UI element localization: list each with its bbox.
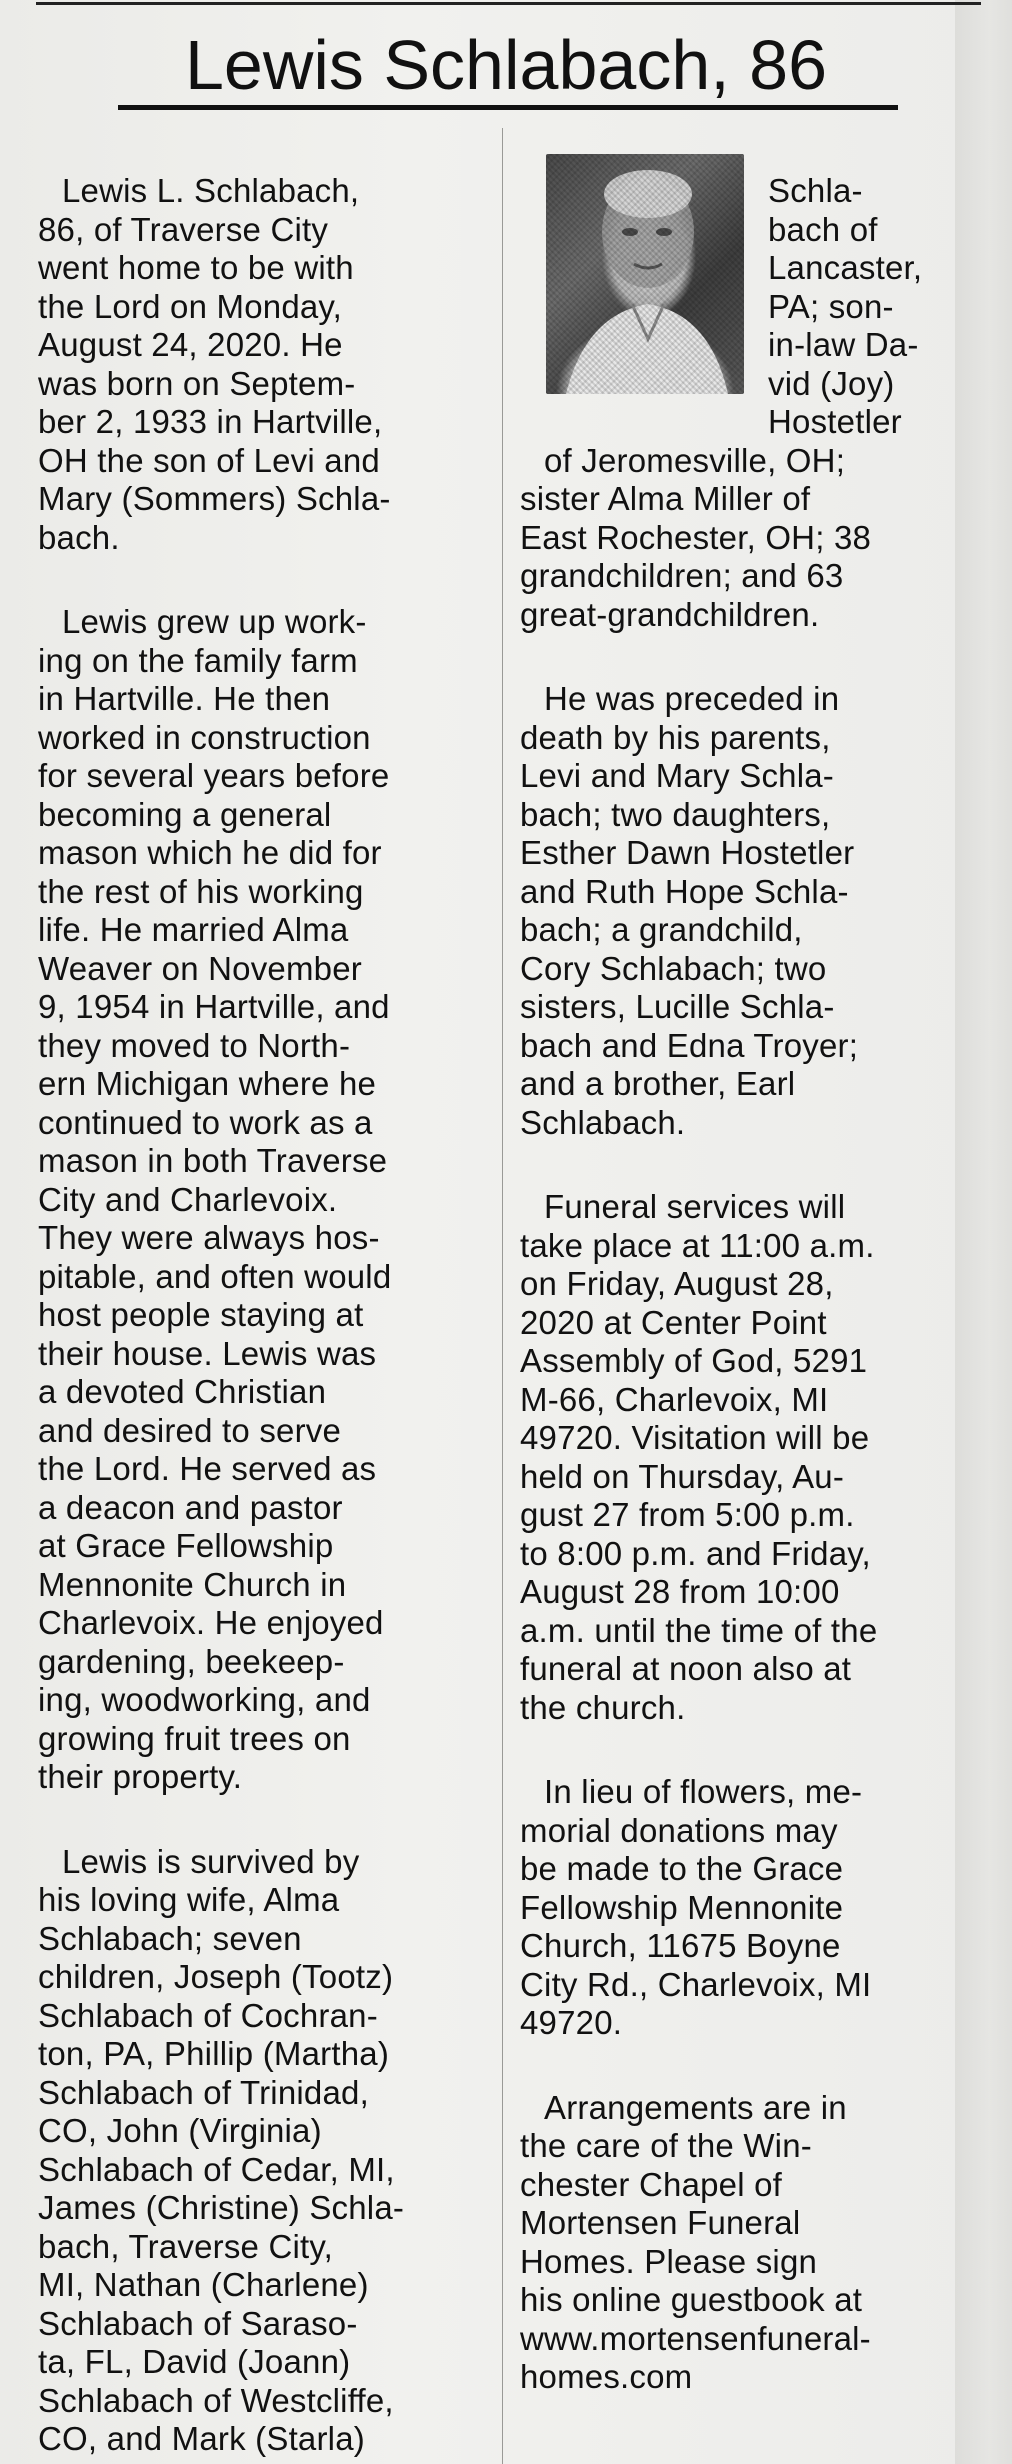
paragraph-gap <box>520 634 975 680</box>
text-line: bach and Edna Troyer; <box>520 1026 859 1064</box>
text-line: Lewis grew up work- <box>62 603 367 640</box>
text-line: his online guestbook at <box>520 2281 863 2318</box>
text-line: Levi and Mary Schla- <box>520 757 834 794</box>
text-line: ing, woodworking, and <box>38 1681 371 1718</box>
text-line: PA; son- <box>768 287 894 325</box>
text-line: 49720. Visitation will be <box>520 1419 870 1456</box>
text-line: Schlabach of Westcliffe, <box>38 2381 394 2419</box>
text-line: of Jeromesville, OH; <box>544 441 846 479</box>
text-line: a deacon and pastor <box>38 1488 343 1526</box>
text-line: August 24, 2020. He <box>38 326 343 363</box>
text-line: death by his parents, <box>520 718 831 756</box>
text-line: in-law Da- <box>768 326 919 363</box>
text-line: host people staying at <box>38 1296 364 1333</box>
text-line: worked in construction <box>38 718 371 756</box>
text-line: Arrangements are in <box>544 2088 847 2126</box>
text-line: went home to be with <box>38 249 354 286</box>
obituary-paragraph <box>520 2089 975 2397</box>
text-line: a devoted Christian <box>38 1373 327 1410</box>
obituary-paragraph <box>520 1188 975 1727</box>
text-line: to 8:00 p.m. and Friday, <box>520 1534 871 1572</box>
text-line: gardening, beekeep- <box>38 1642 345 1680</box>
text-line: the Lord. He served as <box>38 1450 377 1487</box>
text-line: great-grandchildren. <box>520 595 820 633</box>
text-line: August 28 from 10:00 <box>520 1573 840 1610</box>
title-underline <box>118 105 898 110</box>
text-line: bach; a grandchild, <box>520 911 803 948</box>
text-line: becoming a general <box>38 795 332 833</box>
text-line: his loving wife, Alma <box>38 1881 340 1918</box>
text-line: children, Joseph (Tootz) <box>38 1958 394 1995</box>
obituary-paragraph <box>520 1773 975 2043</box>
text-line: continued to work as a <box>38 1103 373 1141</box>
text-line: James (Christine) Schla- <box>38 2189 405 2226</box>
obituary-left-column <box>38 172 478 2459</box>
paragraph-gap <box>38 557 478 603</box>
obituary-paragraph <box>520 442 975 635</box>
text-line: and a brother, Earl <box>520 1065 796 1102</box>
text-line: Homes. Please sign <box>520 2242 818 2280</box>
paragraph-gap <box>520 1727 975 1773</box>
text-line: a.m. until the time of the <box>520 1611 878 1649</box>
text-line: Cory Schlabach; two <box>520 949 827 987</box>
text-line: their property. <box>38 1758 243 1795</box>
text-line: growing fruit trees on <box>38 1719 351 1757</box>
text-line: in Hartville. He then <box>38 680 331 717</box>
text-line: Schlabach of Cedar, MI, <box>38 2150 395 2188</box>
text-line: morial donations may <box>520 1811 838 1849</box>
text-line: Mennonite Church in <box>38 1565 347 1603</box>
text-line: Lewis is survived by <box>62 1842 360 1880</box>
text-line: OH the son of Levi and <box>38 441 380 479</box>
text-line: life. He married Alma <box>38 911 349 948</box>
text-line: Mortensen Funeral <box>520 2204 801 2241</box>
text-line: chester Chapel of <box>520 2165 783 2203</box>
obituary-paragraph <box>38 1843 478 2459</box>
text-line: vid (Joy) <box>768 364 895 402</box>
text-line: the Lord on Monday, <box>38 287 343 325</box>
paragraph-gap <box>520 1142 975 1188</box>
text-line: Charlevoix. He enjoyed <box>38 1604 384 1641</box>
obituary-title: Lewis Schlabach, 86 <box>184 26 828 104</box>
text-line: Hostetler <box>768 403 902 440</box>
text-line: Fellowship Mennonite <box>520 1888 844 1926</box>
text-line: CO, John (Virginia) <box>38 2112 322 2149</box>
text-line: sisters, Lucille Schla- <box>520 988 835 1025</box>
text-line: Schlabach. <box>520 1103 686 1141</box>
text-line: Mary (Sommers) Schla- <box>38 480 391 517</box>
text-line: the rest of his working <box>38 872 364 910</box>
text-line: MI, Nathan (Charlene) <box>38 2266 369 2303</box>
text-line: Funeral services will <box>544 1188 846 1225</box>
text-line: CO, and Mark (Starla) <box>38 2420 365 2457</box>
text-line: Church, 11675 Boyne <box>520 1927 841 1964</box>
text-line: grandchildren; and 63 <box>520 557 844 594</box>
text-line: gust 27 from 5:00 p.m. <box>520 1496 855 1533</box>
text-line: Schla- <box>768 172 863 209</box>
text-line: they moved to North- <box>38 1026 351 1064</box>
text-line: bach. <box>38 518 120 556</box>
text-line: the church. <box>520 1688 686 1726</box>
portrait-photo <box>546 154 744 394</box>
text-line: They were always hos- <box>38 1219 380 1256</box>
text-line: City Rd., Charlevoix, MI <box>520 1965 872 2003</box>
text-line: sister Alma Miller of <box>520 480 811 517</box>
obituary-paragraph <box>768 172 968 442</box>
text-line: mason in both Traverse <box>38 1142 388 1179</box>
text-line: Lewis L. Schlabach, <box>62 172 360 209</box>
text-line: 2020 at Center Point <box>520 1303 827 1341</box>
text-line: the care of the Win- <box>520 2127 812 2164</box>
text-line: www.mortensenfuneral- <box>520 2319 871 2357</box>
text-line: at Grace Fellowship <box>38 1527 334 1564</box>
text-line: ern Michigan where he <box>38 1065 377 1102</box>
text-line: Schlabach of Saraso- <box>38 2304 358 2342</box>
text-line: homes.com <box>520 2358 693 2395</box>
text-line: bach, Traverse City, <box>38 2227 333 2265</box>
text-line: Schlabach of Trinidad, <box>38 2073 369 2111</box>
text-line: funeral at noon also at <box>520 1650 852 1687</box>
text-line: ta, FL, David (Joann) <box>38 2343 351 2380</box>
paragraph-gap <box>38 1797 478 1843</box>
text-line: on Friday, August 28, <box>520 1265 834 1302</box>
text-line: and desired to serve <box>38 1411 342 1449</box>
text-line: take place at 11:00 a.m. <box>520 1226 875 1264</box>
text-line: M-66, Charlevoix, MI <box>520 1380 829 1418</box>
column-divider <box>502 128 503 2464</box>
text-line: East Rochester, OH; 38 <box>520 518 872 556</box>
text-line: for several years before <box>38 757 390 794</box>
text-line: City and Charlevoix. <box>38 1180 338 1218</box>
text-line: bach of <box>768 210 878 248</box>
text-line: Assembly of God, 5291 <box>520 1342 868 1379</box>
text-line: be made to the Grace <box>520 1850 844 1887</box>
text-line: Lancaster, <box>768 249 923 286</box>
text-line: bach; two daughters, <box>520 795 831 833</box>
obituary-right-column <box>520 442 975 2397</box>
text-line: Schlabach; seven <box>38 1919 302 1957</box>
text-line: 49720. <box>520 2004 623 2041</box>
text-line: their house. Lewis was <box>38 1334 377 1372</box>
text-line: was born on Septem- <box>38 364 356 402</box>
text-line: 86, of Traverse City <box>38 210 329 248</box>
paragraph-gap <box>520 2043 975 2089</box>
top-rule <box>36 2 981 5</box>
text-line: In lieu of flowers, me- <box>544 1773 863 1810</box>
obituary-paragraph <box>38 172 478 557</box>
text-line: held on Thursday, Au- <box>520 1457 845 1495</box>
text-line: 9, 1954 in Hartville, and <box>38 988 390 1025</box>
photo-wrap-text <box>768 172 968 442</box>
text-line: ing on the family farm <box>38 641 358 679</box>
text-line: Weaver on November <box>38 949 362 987</box>
text-line: ber 2, 1933 in Hartville, <box>38 403 383 440</box>
text-line: He was preceded in <box>544 680 840 717</box>
text-line: mason which he did for <box>38 834 382 871</box>
text-line: Esther Dawn Hostetler <box>520 834 855 871</box>
text-line: Schlabach of Cochran- <box>38 1996 378 2034</box>
text-line: ton, PA, Phillip (Martha) <box>38 2035 390 2072</box>
obituary-paragraph <box>38 603 478 1797</box>
obituary-paragraph <box>520 680 975 1142</box>
text-line: and Ruth Hope Schla- <box>520 872 849 910</box>
text-line: pitable, and often would <box>38 1257 392 1295</box>
photo-halftone <box>546 154 744 394</box>
